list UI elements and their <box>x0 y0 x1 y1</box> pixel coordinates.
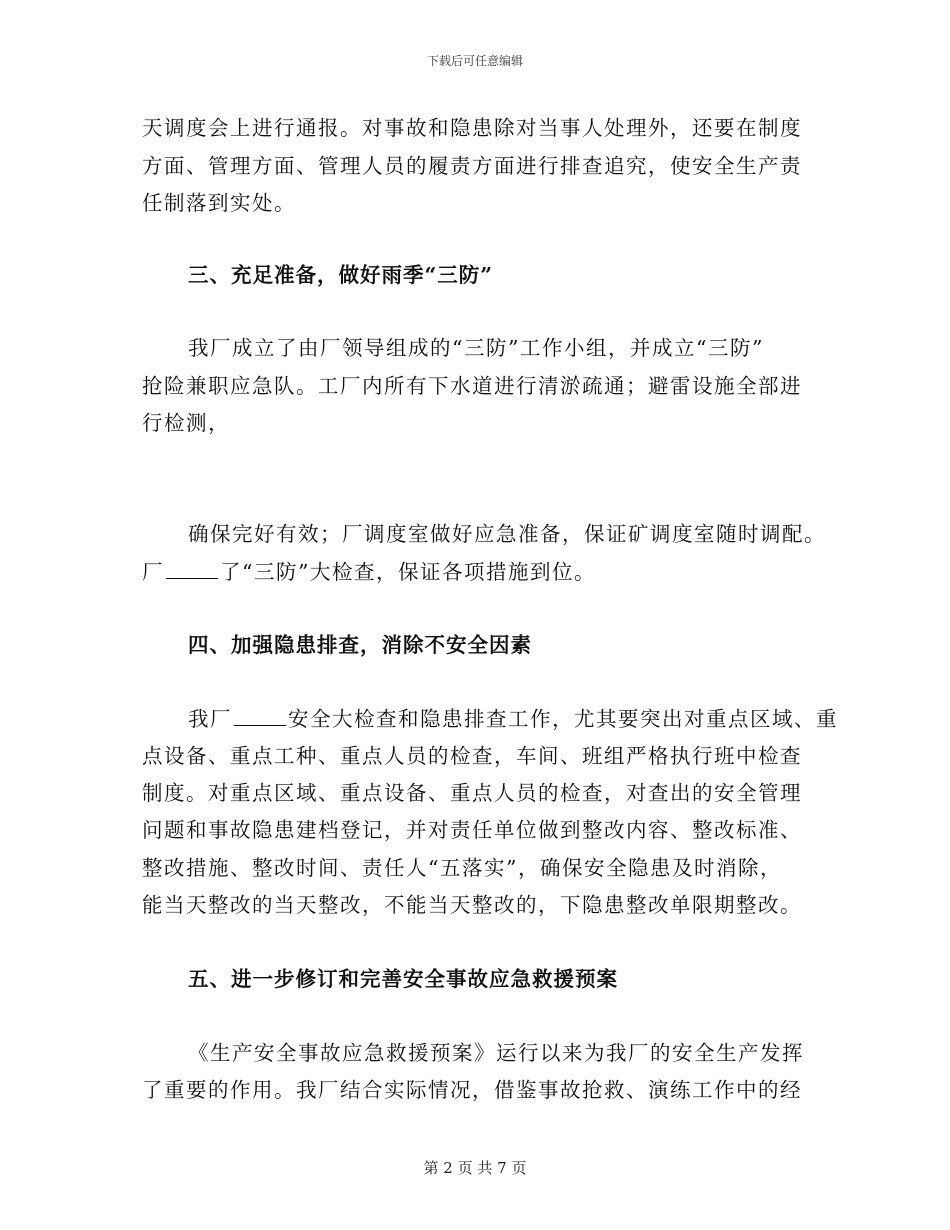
blank-underline <box>234 707 286 726</box>
body-line: 了重要的作用。我厂结合实际情况，借鉴事故抢救、演练工作中的经 <box>142 1078 802 1102</box>
body-line: 《生产安全事故应急救援预案》运行以来为我厂的安全生产发挥 <box>188 1041 804 1065</box>
body-line: 整改措施、整改时间、责任人“五落实”，确保安全隐患及时消除， <box>142 856 782 880</box>
body-line: 行检测， <box>142 411 230 435</box>
text-segment: 厂 <box>142 560 164 584</box>
section-heading: 四、加强隐患排查，消除不安全因素 <box>188 633 532 657</box>
body-line: 抢险兼职应急队。工厂内所有下水道进行清淤疏通；避雷设施全部进 <box>142 374 802 398</box>
section-heading: 三、充足准备，做好雨季“三防” <box>188 263 494 287</box>
body-line: 方面、管理方面、管理人员的履责方面进行排查追究，使安全生产责 <box>142 154 802 178</box>
body-line: 天调度会上进行通报。对事故和隐患除对当事人处理外，还要在制度 <box>142 116 802 140</box>
body-line: 能当天整改的当天整改，不能当天整改的，下隐患整改单限期整改。 <box>142 893 802 917</box>
text-segment: 安全大检查和隐患排查工作，尤其要突出对重点区域、重 <box>288 707 838 731</box>
body-line: 制度。对重点区域、重点设备、重点人员的检查，对查出的安全管理 <box>142 781 802 805</box>
body-line: 问题和事故隐患建档登记，并对责任单位做到整改内容、整改标准、 <box>142 818 802 842</box>
page-header: 下载后可任意编辑 <box>426 54 523 68</box>
page-footer: 第 2 页 共 7 页 <box>423 1159 527 1177</box>
body-line <box>142 559 596 585</box>
body-line: 确保完好有效；厂调度室做好应急准备，保证矿调度室随时调配。 <box>188 522 826 546</box>
text-segment: 了“三防”大检查，保证各项措施到位。 <box>220 560 596 584</box>
text-segment: 我厂 <box>188 707 232 731</box>
body-line <box>188 706 838 732</box>
body-line: 我厂成立了由厂领导组成的“三防”工作小组，并成立“三防” <box>188 336 764 360</box>
body-line: 任制落到实处。 <box>142 191 296 215</box>
section-heading: 五、进一步修订和完善安全事故应急救援预案 <box>188 967 618 991</box>
blank-underline <box>166 560 218 579</box>
body-line: 点设备、重点工种、重点人员的检查，车间、班组严格执行班中检查 <box>142 744 802 768</box>
